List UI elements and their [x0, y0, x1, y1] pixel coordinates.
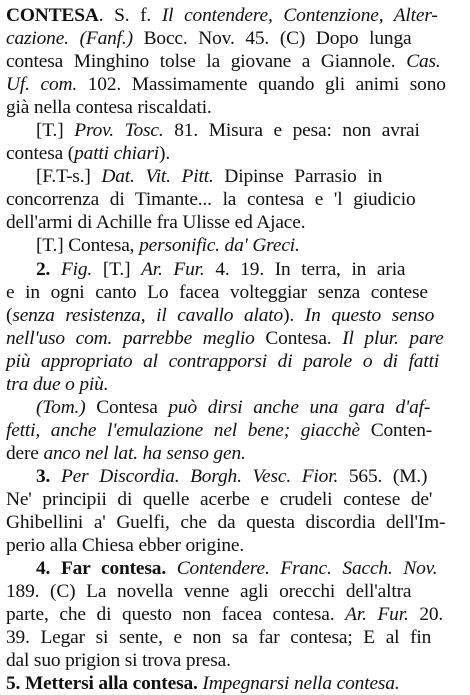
italic-text: (Tom.): [36, 396, 97, 418]
italic-text: In questo senso: [304, 304, 435, 326]
entry-line: [6, 304, 464, 327]
italic-text: Ar. Fur.: [345, 604, 420, 626]
roman-text: parte, che di questo non facea contesa.: [6, 604, 346, 626]
bold-text: 3.: [36, 465, 61, 487]
italic-text: può dirsi anche una gara d'af-: [168, 396, 431, 418]
italic-text: più appropriato al contrapporsi di parole o di fatti: [6, 350, 440, 372]
entry-line: [6, 580, 464, 603]
italic-text: tra due o più.: [6, 373, 109, 395]
roman-text: Dipinse Parrasio in: [224, 166, 383, 188]
roman-text: [T.]: [102, 258, 142, 280]
entry-line: [6, 396, 464, 419]
italic-text: cazione. (Fanf.): [6, 28, 144, 50]
italic-text: Impegnarsi nella contesa.: [202, 673, 400, 695]
roman-text: Ghibellini a' Guelfi, che da questa discordia dell'Im-: [6, 512, 446, 534]
italic-text: Il contendere, Contenzione, Alter-: [161, 5, 438, 26]
roman-text: già nella contesa riscaldati.: [6, 97, 212, 119]
roman-text: Contesa.: [265, 327, 343, 349]
roman-text: [T.] Contesa,: [36, 235, 140, 257]
roman-text: [T.]: [36, 120, 75, 142]
entry-line: [6, 4, 464, 27]
roman-text: Ne' principii di quelle acerbe e crudeli contese de': [6, 488, 433, 510]
italic-text: Per Discordia. Borgh. Vesc. Fior.: [60, 465, 349, 487]
entry-line: [6, 442, 464, 465]
roman-text: 4. 19. In terra, in aria: [215, 258, 406, 280]
entry-line: [6, 165, 464, 188]
roman-text: dell'armi di Achille fra Ulisse ed Ajace.: [6, 212, 306, 234]
entry-line: [6, 96, 464, 119]
roman-text: 189. (C) La novella venne agli orecchi dell'altra: [6, 581, 412, 603]
entry-line: [6, 327, 464, 350]
roman-text: . S. f.: [98, 5, 162, 26]
entry-line: [6, 234, 464, 257]
roman-text: 102. Massimamente quando gli animi sono: [87, 74, 446, 96]
bold-text: 5. Mettersi alla contesa.: [6, 673, 203, 695]
entry-line: [6, 211, 464, 234]
entry-line: [6, 50, 464, 73]
italic-text: patti chiari: [74, 143, 160, 165]
entry-line: [6, 27, 464, 50]
italic-text: Cas.: [406, 51, 441, 73]
italic-text: Fig.: [60, 258, 103, 280]
italic-text: senza resistenza, il cavallo alato: [12, 304, 284, 326]
italic-text: fetti, anche l'emulazione nel bene; giacchè: [6, 419, 371, 441]
italic-text: Uf. com.: [6, 74, 88, 96]
roman-text: contesa Minghino tolse la giovane a Giannole.: [6, 51, 407, 73]
entry-line: [6, 119, 464, 142]
bold-text: 2.: [36, 258, 61, 280]
roman-text: 20.: [419, 604, 444, 626]
dictionary-entry: [6, 4, 464, 695]
entry-line: [6, 350, 464, 373]
bold-text: 4. Far contesa.: [36, 558, 177, 580]
entry-line: [6, 626, 464, 649]
roman-text: Contesa: [96, 396, 169, 418]
roman-text: 81. Misura e pesa: non avrai: [174, 120, 420, 142]
entry-line: [6, 488, 464, 511]
entry-line: [6, 465, 464, 488]
roman-text: concorrenza di Timante... la contesa e 'l giudicio: [6, 189, 416, 211]
bold-text: CONTESA: [6, 5, 99, 26]
roman-text: Bocc. Nov. 45. (C) Dopo lunga: [143, 28, 412, 50]
italic-text: Contendere. Franc. Sacch. Nov.: [176, 558, 438, 580]
entry-line: [6, 188, 464, 211]
entry-line: [6, 557, 464, 580]
entry-line: [6, 649, 464, 672]
roman-text: ).: [283, 304, 305, 326]
entry-line: [6, 511, 464, 534]
entry-line: [6, 373, 464, 396]
italic-text: personific. da' Greci.: [139, 235, 300, 257]
italic-text: Dat. Vit. Pitt.: [101, 166, 225, 188]
entry-line: [6, 419, 464, 442]
entry-line: [6, 603, 464, 626]
entry-line: [6, 672, 464, 695]
italic-text: Prov. Tosc.: [74, 120, 175, 142]
roman-text: Conten-: [370, 419, 433, 441]
roman-text: [F.T-s.]: [36, 166, 102, 188]
roman-text: (: [6, 304, 13, 326]
italic-text: anco nel lat. ha senso gen.: [43, 442, 246, 464]
roman-text: dere: [6, 442, 44, 464]
roman-text: contesa (: [6, 143, 75, 165]
entry-line: [6, 73, 464, 96]
entry-line: [6, 281, 464, 304]
entry-line: [6, 534, 464, 557]
roman-text: e in ogni canto Lo facea volteggiar senza contese: [6, 281, 428, 303]
roman-text: ).: [159, 143, 171, 165]
italic-text: nell'uso com. parrebbe meglio: [6, 327, 266, 349]
italic-text: Ar. Fur.: [141, 258, 216, 280]
roman-text: perio alla Chiesa ebber origine.: [6, 535, 245, 557]
entry-line: [6, 258, 464, 281]
entry-line: [6, 142, 464, 165]
roman-text: 39. Legar si sente, e non sa far contesa; E al fin: [6, 627, 432, 649]
italic-text: Il plur. pare: [342, 327, 444, 349]
roman-text: 565. (M.): [348, 465, 428, 487]
roman-text: dal suo prigion si trova presa.: [6, 650, 231, 672]
